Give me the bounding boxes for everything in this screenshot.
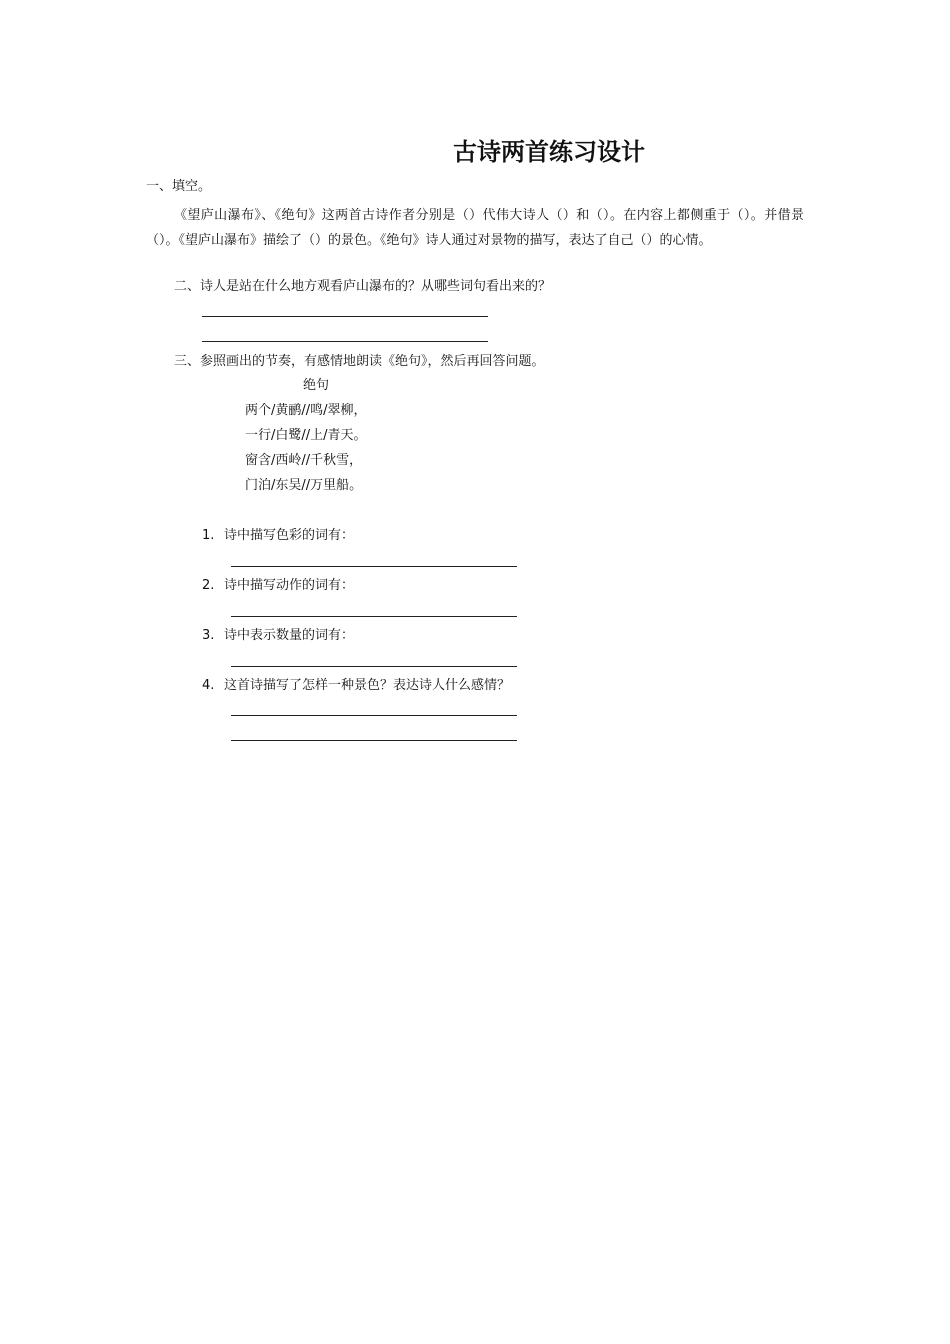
answer-line[interactable] — [231, 616, 517, 617]
question-2 — [202, 577, 354, 595]
section2-heading: 二、诗人是站在什么地方观看庐山瀑布的？从哪些词句看出来的？ — [174, 279, 552, 294]
document-title: 古诗两首练习设计 — [453, 137, 645, 166]
poem-title: 绝句 — [303, 378, 330, 393]
question-text: 诗中描写动作的词有： — [224, 578, 355, 593]
question-1 — [202, 527, 354, 545]
answer-line[interactable] — [231, 740, 517, 741]
question-text: 这首诗描写了怎样一种景色？表达诗人什么感情？ — [224, 678, 511, 693]
question-3 — [202, 627, 354, 645]
question-number: 2. — [202, 578, 215, 593]
poem-line: 门泊/东吴//万里船。 — [245, 478, 363, 493]
answer-line[interactable] — [231, 715, 517, 716]
poem-line: 两个/黄鹂//鸣/翠柳， — [245, 403, 367, 418]
question-text: 诗中表示数量的词有： — [224, 628, 355, 643]
question-number: 1. — [202, 528, 215, 543]
poem-line: 一行/白鹭//上/青天。 — [245, 428, 367, 443]
answer-line[interactable] — [202, 316, 488, 317]
answer-line[interactable] — [202, 341, 488, 342]
question-number: 4. — [202, 678, 215, 693]
answer-line[interactable] — [231, 666, 517, 667]
section1-heading: 一、填空。 — [146, 179, 212, 194]
question-text: 诗中描写色彩的词有： — [224, 528, 355, 543]
question-number: 3. — [202, 628, 215, 643]
section1-paragraph: 《望庐山瀑布》、《绝句》这两首古诗作者分别是（）代伟大诗人（）和（）。在内容上都侧重于（）。并借景（）。《望庐山瀑布》描绘了（）的景色。《绝句》诗人通过对景物的描写，表达了自己（）的心情。 — [146, 208, 804, 248]
section3-heading: 三、参照画出的节奏，有感情地朗读《绝句》，然后再回答问题。 — [174, 354, 545, 369]
poem-line: 窗含/西岭//千秋雪， — [245, 453, 363, 468]
question-4 — [202, 677, 510, 695]
answer-line[interactable] — [231, 566, 517, 567]
